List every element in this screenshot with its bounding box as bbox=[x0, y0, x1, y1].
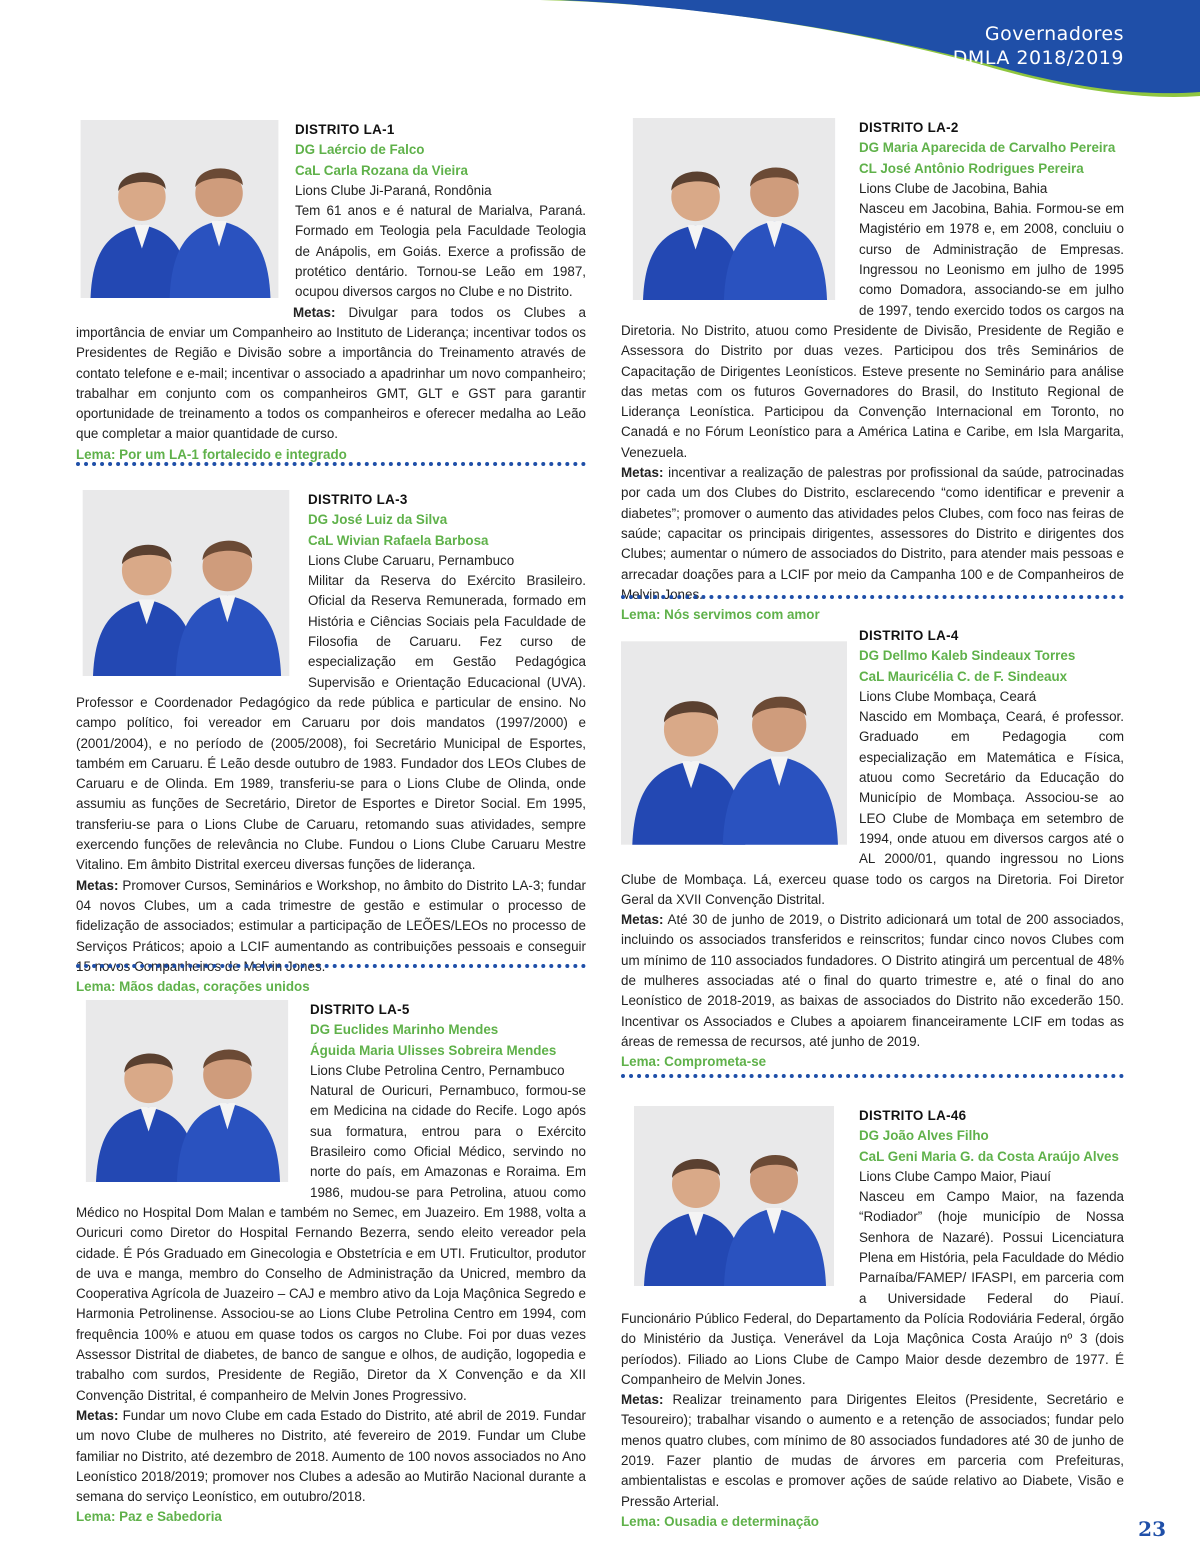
district-title: DISTRITO LA-3 bbox=[308, 492, 408, 507]
governor-name: DG Laércio de Falco bbox=[295, 142, 425, 158]
bio-text: Nasceu em Jacobina, Bahia. Formou-se em Magistério em 1978 e, em 2008, concluiu o curso de Administração de Empresas. Ingressou no Leonismo em julho de 1995 como Domadora, associando-se em julho de 1997, tendo exercido todos os cargos na Diretoria. No Distrito, atuou como Presidente de Divisão, Presidente de Região e Assessora do Distrito por duas vezes. Participou dos três Seminários de Capacitação de Dirigentes Leonísticos. Esteve presente no Seminário para análise das metas com os futuros Governadores do Brasil, do Instituto Regional de Liderança Leonística. Participou da Convenção Internacional em Toronto, no Canadá e no Fórum Leonístico para a América Latina e Caribe, em Isla Margarita, Venezuela. bbox=[621, 201, 1124, 460]
header-title bbox=[953, 22, 1124, 70]
club-name: Lions Clube de Jacobina, Bahia bbox=[859, 180, 1048, 196]
section-divider bbox=[621, 1074, 1124, 1078]
district-title: DISTRITO LA-5 bbox=[310, 1002, 410, 1017]
companion-name: CaL Carla Rozana da Vieira bbox=[295, 162, 468, 178]
metas-text: Fundar um novo Clube em cada Estado do Distrito, até abril de 2019. Fundar um novo Clube de mulheres no Distrito, até fevereiro de 2019. Fundar um Clube familiar no Distrito, até dezembro de 2018. Aumento de 100 novos associados no Ano Leonístico 2018/2019; promover nos Clubes a adesão ao Mutirão Nacional durante a semana do serviço Leonístico, em outubro/2018. bbox=[76, 1407, 586, 1505]
club-name: Lions Clube Caruaru, Pernambuco bbox=[308, 552, 515, 568]
lema-text: Lema: Comprometa-se bbox=[621, 1054, 767, 1070]
governor-name: DG José Luiz da Silva bbox=[308, 512, 448, 528]
photo-la1 bbox=[76, 120, 283, 298]
lema-text: Lema: Nós servimos com amor bbox=[621, 607, 820, 623]
companion-name: Águida Maria Ulisses Sobreira Mendes bbox=[310, 1042, 557, 1058]
bio-text: Natural de Ouricuri, Pernambuco, formou-se em Medicina na cidade do Recife. Logo após sua formatura, entrou para o Exército Brasileiro como Oficial Médico, servindo no norte do país, em Amazonas e Roraima. Em 1986, mudou-se para Petrolina, atuou como Médico no Hospital Dom Malan e também no Semec, em Juazeiro. Em 1988, volta a Ouricuri como Diretor do Hospital Fernando Bezerra, sendo eleito vereador pela cidade. É Pós Graduado em Ginecologia e Obstetrícia e em UTI. Fruticultor, produtor de uva e manga, membro do Conselho de Administração da Unicred, membro da Cooperativa Agrícola de Juazeiro – CAJ e membro ativo da Loja Maçônica Segredo e Harmonia Petrolinense. Associou-se ao Lions Clube Petrolina Centro em 1994, com frequência 100% e atuou em quase todos os cargos no Clube. Foi por duas vezes Assessor Distrital de diabetes, de banco de sangue e olhos, de audição, logopedia e trabalho com surdos, Presidente de Região, Diretor da X Convenção e da XII Convenção Distrital, é companheiro de Melvin Jones Progressivo. bbox=[76, 1083, 586, 1403]
governor-name: DG João Alves Filho bbox=[859, 1128, 989, 1144]
bio-text: Tem 61 anos e é natural de Marialva, Paraná. Formado em Teologia pela Faculdade Teologia de Anápolis, em Goiás. Exerce a profissão de protético dentário. Tornou-se Leão em 1987, ocupou diversos cargos no Clube e no Distrito. bbox=[295, 203, 586, 300]
district-title: DISTRITO LA-46 bbox=[859, 1108, 967, 1123]
metas-label: Metas: bbox=[76, 877, 119, 893]
metas-label: Metas: bbox=[293, 304, 336, 320]
metas-label: Metas: bbox=[621, 912, 664, 928]
section-la4 bbox=[621, 626, 1124, 1073]
metas-text: Promover Cursos, Seminários e Workshop, no âmbito do Distrito LA-3; fundar 04 novos Clubes, um a cada trimestre de gestão e estimular o processo de fidelização de associados; estimular a participação de LEÕES/LEOs no processo de Serviços Práticos; apoio a LCIF aumentando as contribuições pessoais e conseguir 15 novos Companheiros de Melvin Jones. bbox=[76, 877, 586, 974]
bio-text: Nasceu em Campo Maior, na fazenda “Rodiador” (hoje município de Nossa Senhora de Nazaré). Possui Licenciatura Plena em História, pela Faculdade do Médio Parnaíba/FAMEP/ IFASPI, em parceria com a Universidade Federal do Piauí. Funcionário Público Federal, do Departamento da Polícia Rodoviária Federal, órgão do Ministério da Justiça. Venerável da Loja Maçônica Costa Araújo nº 3 (dois períodos). Filiado ao Lions Clube de Campo Maior desde dezembro de 1977. É Companheiro de Melvin Jones. bbox=[621, 1189, 1124, 1387]
club-name: Lions Clube Petrolina Centro, Pernambuco bbox=[310, 1062, 565, 1078]
section-divider bbox=[76, 462, 586, 466]
companion-name: CaL Geni Maria G. da Costa Araújo Alves bbox=[859, 1148, 1119, 1164]
club-name: Lions Clube Ji-Paraná, Rondônia bbox=[295, 182, 492, 198]
photo-la5 bbox=[76, 1000, 298, 1182]
bio-text: Militar da Reserva do Exército Brasileiro. Oficial da Reserva Remunerada, formado em História e Ciências Sociais pela Faculdade de Filosofia de Caruaru. Fez curso de especialização em Gestão Pedagógica Supervisão e Orientação Educacional (UVA). Professor e Coordenador Pedagógico da rede pública e particular de ensino. No campo político, foi vereador em Caruaru por dois mandatos (1997/2000) e (2001/2004), e no período de (2005/2008), foi Secretário Municipal de Esportes, também em Caruaru. É Leão desde outubro de 1983. Fundador dos LEOs Clubes de Caruaru e de Olinda. Em 1989, transferiu-se para o Lions Clube de Olinda, onde assumiu as funções de Secretário, Diretor de Esportes e Diretor Social. Em 1995, transferiu-se para o Lions Clube de Caruaru, retomando suas atividades, sempre exercendo funções de relevância no Clube. Fundou o Lions Clube Caruaru Mestre Vitalino. Em âmbito Distrital exerceu diversas funções de liderança. bbox=[76, 573, 586, 873]
section-la3 bbox=[76, 490, 586, 997]
companion-name: CL José Antônio Rodrigues Pereira bbox=[859, 160, 1084, 176]
header-line-2: DMLA 2018/2019 bbox=[952, 47, 1124, 69]
district-title: DISTRITO LA-4 bbox=[859, 628, 959, 643]
governor-name: DG Maria Aparecida de Carvalho Pereira bbox=[859, 140, 1116, 156]
district-title: DISTRITO LA-1 bbox=[295, 122, 395, 137]
section-la2 bbox=[621, 118, 1124, 625]
photo-la4 bbox=[621, 626, 847, 860]
section-divider bbox=[621, 595, 1124, 599]
companion-name: CaL Wivian Rafaela Barbosa bbox=[308, 532, 489, 548]
metas-text: Até 30 de junho de 2019, o Distrito adicionará um total de 200 associados, incluindo os associados transferidos e reinscritos; fundar cinco novos Clubes com um mínimo de 110 associados fundadores. O Distrito atingirá um percentual de 48% de mulheres associadas até o final do quarto trimestre e, até o final do ano Leonístico de 2018-2019, as baixas de associados do Distrito não excederão 150. Incentivar os Associados e Clubes a apoiarem financeiramente LCIF em todas as áreas de remessa de recursos, até junho de 2019. bbox=[621, 912, 1125, 1049]
page-number: 23 bbox=[1138, 1517, 1166, 1541]
section-la1 bbox=[76, 120, 586, 465]
club-name: Lions Clube Campo Maior, Piauí bbox=[859, 1168, 1052, 1184]
photo-la2 bbox=[621, 118, 847, 300]
metas-label: Metas: bbox=[76, 1407, 119, 1423]
companion-name: CaL Mauricélia C. de F. Sindeaux bbox=[859, 668, 1068, 684]
metas-text: incentivar a realização de palestras por profissional da saúde, patrocinadas por cada um dos Clubes do Distrito, esclarecendo “como identificar e prevenir a diabetes”; promover o aumento das atividades pelos Clubes, com foco nas feiras de saúde; capacitar os principais dirigentes, assessores do Distrito e dirigentes dos Clubes; aumentar o número de associados do Distrito, para atender mais pessoas e arrecadar doações para a LCIF por meio da Campanha 100 e de Companheiros de Melvin Jones. bbox=[621, 465, 1124, 602]
metas-label: Metas: bbox=[621, 1392, 664, 1408]
governor-name: DG Dellmo Kaleb Sindeaux Torres bbox=[859, 648, 1076, 664]
governor-name: DG Euclides Marinho Mendes bbox=[310, 1022, 499, 1038]
lema-text: Lema: Ousadia e determinação bbox=[621, 1513, 819, 1529]
metas-label: Metas: bbox=[621, 465, 664, 481]
club-name: Lions Clube Mombaça, Ceará bbox=[859, 688, 1037, 704]
header-line-1: Governadores bbox=[984, 23, 1124, 45]
photo-la46 bbox=[621, 1106, 847, 1286]
lema-text: Lema: Por um LA-1 fortalecido e integrado bbox=[76, 446, 347, 462]
metas-text: Realizar treinamento para Dirigentes Eleitos (Presidente, Secretário e Tesoureiro); trabalhar visando o aumento e a retenção de associados; fundar pelo menos quatro clubes, com mínimo de 80 associados fundadores até 30 de junho de 2019. Fazer plantio de mudas de árvores em parceria com Prefeituras, ambientalistas e escolas e promover ações de saúde relativo ao Diabete, Visão e Pressão Arterial. bbox=[621, 1392, 1124, 1509]
lema-text: Lema: Paz e Sabedoria bbox=[76, 1509, 222, 1525]
lema-text: Lema: Mãos dadas, corações unidos bbox=[76, 979, 310, 995]
section-divider bbox=[76, 964, 586, 968]
section-la46 bbox=[621, 1106, 1124, 1532]
section-la5 bbox=[76, 1000, 586, 1528]
metas-text: Divulgar para todos os Clubes a importância de enviar um Companheiro ao Instituto de Liderança; incentivar todos os Presidentes de Região e Divisão sobre a importância do Treinamento através de contato telefone e e-mail; incentivar o associado a apadrinhar um novo companheiro; trabalhar em conjunto com os companheiros GMT, GLT e GST para garantir oportunidade de treinamento a todos os companheiros e oferecer medalha ao Leão que completar a maior quantidade de curso. bbox=[76, 304, 586, 442]
photo-la3 bbox=[76, 490, 296, 676]
district-title: DISTRITO LA-2 bbox=[859, 120, 959, 135]
bio-text: Nascido em Mombaça, Ceará, é professor. Graduado em Pedagogia com especialização em Matemática e Física, atuou como Secretário da Educação do Município de Mombaça. Associou-se ao LEO Clube de Mombaça em setembro de 1994, onde atuou em diversos cargos até o AL 2000/01, quando ingressou no Lions Clube de Mombaça. Lá, exerceu quase todo os cargos na Diretoria. Foi Diretor Geral da XVII Convenção Distrital. bbox=[621, 709, 1124, 907]
